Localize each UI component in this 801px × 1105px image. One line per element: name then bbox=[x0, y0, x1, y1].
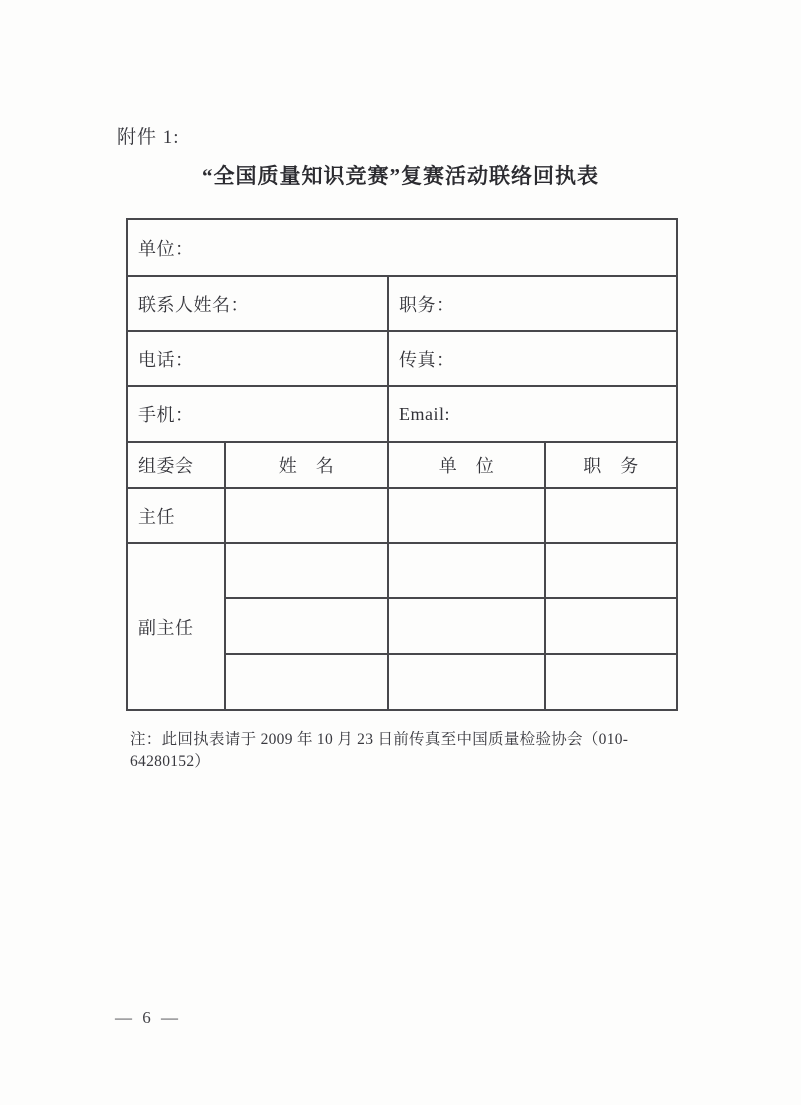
deputy-2-name-cell bbox=[225, 598, 388, 654]
header-name: 姓 名 bbox=[225, 442, 388, 488]
row-unit bbox=[127, 219, 677, 276]
header-position: 职 务 bbox=[545, 442, 677, 488]
deputy-1-unit-cell bbox=[388, 543, 545, 598]
director-unit-cell bbox=[388, 488, 545, 543]
unit-cell bbox=[127, 219, 677, 276]
row-director bbox=[127, 488, 677, 543]
position-cell bbox=[388, 276, 677, 331]
director-label-cell: 主任 bbox=[127, 488, 225, 543]
mobile-label: 手机： bbox=[138, 405, 194, 425]
row-mobile bbox=[127, 386, 677, 442]
contact-name-label: 联系人姓名： bbox=[138, 294, 249, 315]
reply-form-table bbox=[126, 218, 678, 711]
deputy-label-cell: 副主任 bbox=[127, 543, 225, 710]
deputy-2-position-cell bbox=[545, 598, 677, 654]
director-position-cell bbox=[545, 488, 677, 543]
committee-header-row bbox=[127, 442, 677, 488]
position-label: 职务： bbox=[399, 294, 455, 315]
deputy-1-position-cell bbox=[545, 543, 677, 598]
deputy-3-position-cell bbox=[545, 654, 677, 710]
mobile-cell bbox=[127, 386, 388, 442]
fax-cell bbox=[388, 331, 677, 386]
fax-note: 注：此回执表请于 2009 年 10 月 23 日前传真至中国质量检验协会（010-64280152） bbox=[130, 731, 629, 770]
row-deputy-1 bbox=[127, 543, 677, 598]
director-name-cell bbox=[225, 488, 388, 543]
row-phone bbox=[127, 331, 677, 386]
phone-label: 电话： bbox=[138, 349, 194, 370]
email-label: Email: bbox=[399, 403, 450, 424]
unit-label: 单位： bbox=[138, 238, 194, 259]
page-title: “全国质量知识竞赛”复赛活动联络回执表 bbox=[202, 164, 599, 188]
row-contact bbox=[127, 276, 677, 331]
deputy-3-name-cell bbox=[225, 654, 388, 710]
deputy-1-name-cell bbox=[225, 543, 388, 598]
email-cell bbox=[388, 386, 677, 442]
deputy-2-unit-cell bbox=[388, 598, 545, 654]
contact-name-cell bbox=[127, 276, 388, 331]
deputy-3-unit-cell bbox=[388, 654, 545, 710]
page-number: — 6 — bbox=[115, 1008, 181, 1027]
header-committee: 组委会 bbox=[127, 442, 225, 488]
attachment-label: 附件 1: bbox=[117, 127, 180, 148]
fax-label: 传真： bbox=[399, 349, 455, 370]
phone-cell bbox=[127, 331, 388, 386]
header-unit: 单 位 bbox=[388, 442, 545, 488]
